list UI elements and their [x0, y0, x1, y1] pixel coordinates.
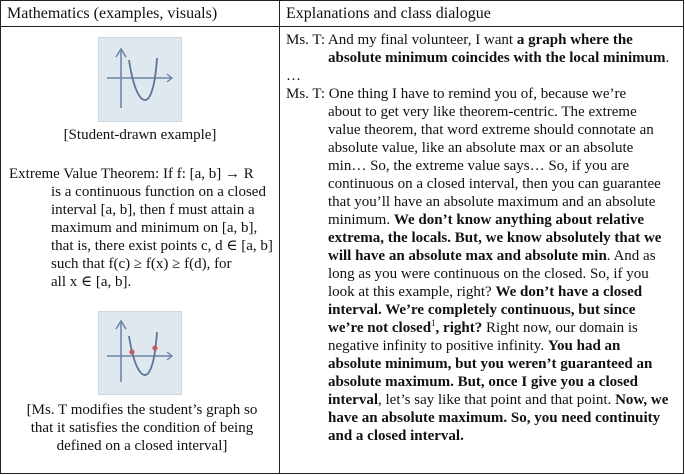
modified-graph-drawing [99, 312, 181, 394]
dialogue-line: extrema, the locals. But, we know absolutely that we [328, 230, 662, 246]
caption-line: that it satisfies the condition of being [30, 420, 254, 436]
dialogue-ellipsis: … [286, 68, 301, 84]
theorem-line: such that f(c) ≥ f(x) ≥ f(d), for [51, 256, 232, 272]
dialogue-line: absolute value, like an absolute max or an absolute [328, 140, 634, 156]
dialogue-line: about to get very like theorem-centric. The extreme [328, 104, 637, 120]
modified-graph-image [98, 311, 182, 395]
dialogue-line: look at this example, right? We don’t have a closed [328, 284, 643, 300]
footnote-marker: 1 [431, 318, 436, 328]
dialogue-line: interval. We’re completely continuous, but since [328, 302, 636, 318]
dialogue-line: we’re not closed$^1$, right? Right now, our domain is [328, 318, 638, 336]
dialogue-line: long as you were continuous on the closed. So, if you [328, 266, 649, 282]
student-drawn-graph-image [98, 37, 182, 122]
dialogue-line: absolute minimum coincides with the local minimum. [328, 50, 670, 66]
dialogue-line: absolute minimum, but you weren’t guaranteed an [328, 356, 653, 372]
student-example-caption: [Student-drawn example] [63, 127, 217, 143]
theorem-line: that is, there exist points c, d ∈ [a, b] [51, 238, 273, 254]
dialogue-line: negative infinity to positive infinity. You had an [328, 338, 621, 354]
theorem-line: all x ∈ [a, b]. [51, 274, 132, 290]
dialogue-line: min… So, the extreme value says… So, if you are [328, 158, 630, 174]
dialogue-line: interval, let’s say like that point and that point. Now, we [328, 392, 669, 408]
column-header-mathematics: Mathematics (examples, visuals) [7, 5, 218, 22]
student-graph-drawing [99, 38, 181, 121]
dialogue-line: and a closed interval. [328, 428, 464, 444]
class-dialogue [286, 31, 678, 445]
dialogue-line: Ms. T: And my final volunteer, I want a graph where the [286, 32, 633, 48]
modified-graph-caption [9, 401, 275, 455]
dialogue-line: continuous on a closed interval, then you can guarantee [328, 176, 661, 192]
dialogue-line: have an absolute maximum. So, you need continuity [328, 410, 661, 426]
caption-line: [Ms. T modifies the student’s graph so [26, 402, 258, 418]
dialogue-line: value theorem, that word extreme should connotate an [328, 122, 654, 138]
dialogue-line: minimum. We don’t know anything about relative [328, 212, 645, 228]
caption-line: defined on a closed interval] [56, 438, 228, 454]
extreme-value-theorem [9, 165, 271, 291]
theorem-line: maximum and minimum on [a, b], [51, 220, 258, 236]
header-divider [1, 26, 683, 27]
dialogue-line: absolute maximum. But, once I give you a closed [328, 374, 639, 390]
theorem-line: Extreme Value Theorem: If f: [a, b] → R [9, 166, 254, 182]
column-header-dialogue: Explanations and class dialogue [286, 5, 491, 22]
dialogue-line: will have an absolute max and absolute min. And as [328, 248, 656, 264]
theorem-line: is a continuous function on a closed [51, 184, 266, 200]
theorem-line: interval [a, b], then f must attain a [51, 202, 255, 218]
column-divider [279, 1, 280, 473]
dialogue-line: that you’ll have an absolute maximum and an absolute [328, 194, 656, 210]
dialogue-line: Ms. T: One thing I have to remind you of, because we’re [286, 86, 627, 102]
